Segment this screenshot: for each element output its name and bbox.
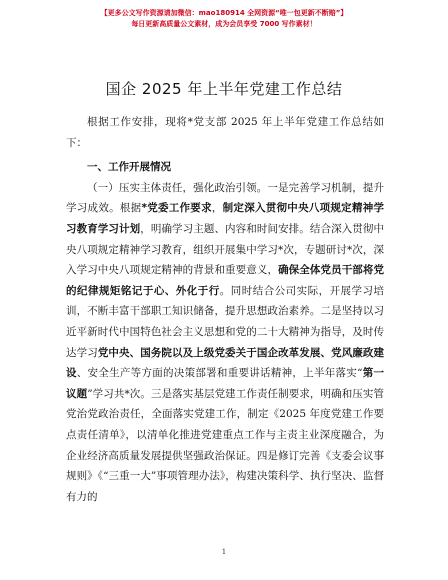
body-paragraph: [66, 178, 384, 508]
promo-banner-line1: 【更多公文写作资源请加微信：mao180914 全网资源“唯一包更新不断赔”】: [100, 9, 348, 17]
document-body: [66, 112, 384, 507]
text-run: 。同时结合公司实际，开展学习培训，不断丰富干部职工知识储备，提升思想政治素养。二是坚持以习近平新时代中国特色社会主义思想和党的二十大精神为指导，及时传达学习: [66, 284, 384, 359]
bold-run: *党委工作要求: [141, 202, 212, 215]
bold-run: 制定深入贯彻中央八项规定精神学习教育学习计划: [66, 202, 385, 235]
section-heading: 一、工作开展情况: [87, 161, 171, 174]
document-title: 国企 2025 年上半年党建工作总结: [105, 80, 343, 98]
text-run: ，明确学习主题、内容和时间安排。结合深入贯彻中央八项规定精神学习教育，组织开展集中学习*次，专题研讨*次，深入学习中央八项规定精神的背景和重要意义，: [66, 222, 385, 277]
bold-run: 第一议题: [66, 367, 384, 400]
text-run: （一）压实主体责任，强化政治引领。一是完善学习机制，提升学习成效。根据: [66, 181, 384, 215]
text-run: 、安全生产等方面的决策部署和重要讲话精神，上半年落实“: [76, 367, 363, 380]
bold-run: 确保全体党员干部将党的纪律规矩铭记于心、外化于行: [66, 264, 385, 297]
page-number: 1: [221, 548, 227, 556]
text-run: ，: [211, 202, 223, 215]
text-run: ”学习共*次。三是落实基层党建工作责任制要求，明确和压实管党治党政治责任，全面落实党建工作，制定《2025 年度党建工作要点责任清单》，以清单化推进党建重点工作与主责主业深度融合，为企业经济高质量发展提供坚强政治保证。四是修订完善《支委会议事规则》《“三重一大”事项管理办法》，构建决策科学、执行坚决、监督有力的: [66, 387, 385, 503]
promo-banner: [0, 8, 448, 30]
promo-banner-line2: 每日更新高质量公文素材，成为会员享受 7000 写作素材！: [131, 20, 317, 28]
bold-run: 党中央、国务院以及上级党委关于国企改革发展、党风廉政建设: [66, 346, 385, 380]
intro-paragraph: 根据工作安排，现将*党支部 2025 年上半年党建工作总结如下：: [66, 116, 384, 149]
